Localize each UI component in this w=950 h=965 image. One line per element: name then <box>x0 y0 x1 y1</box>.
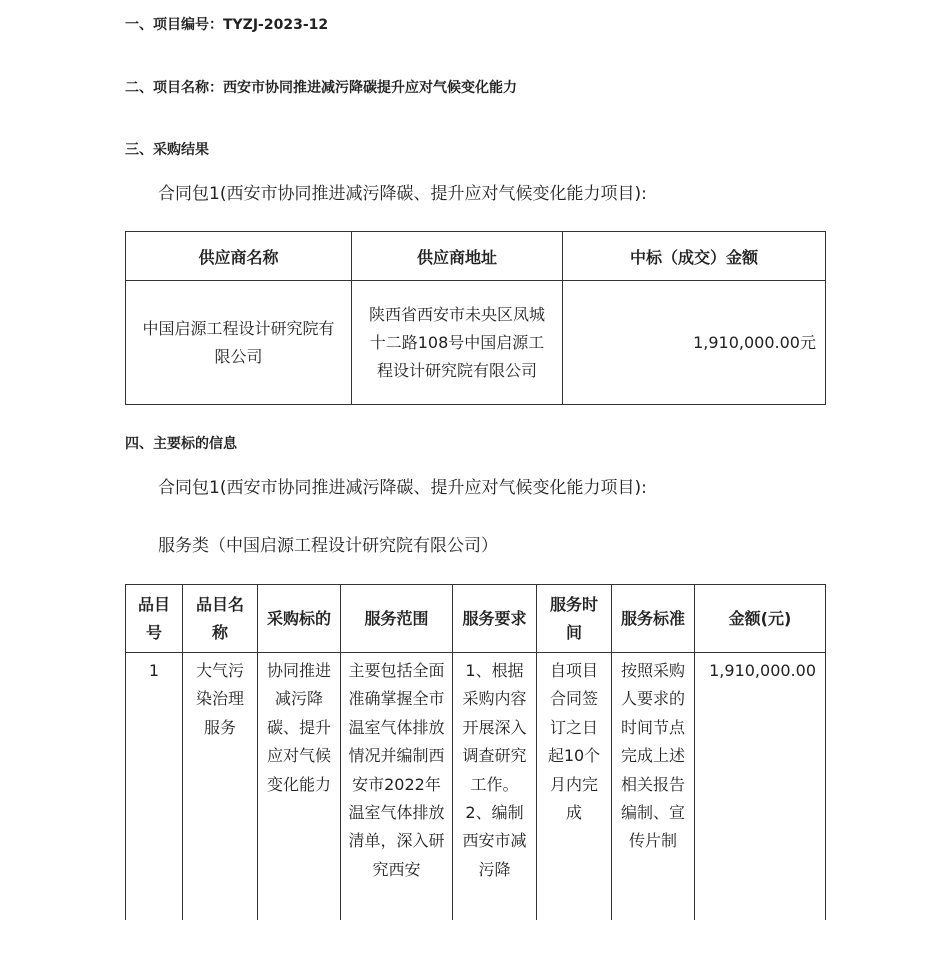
table-header-row <box>126 585 826 653</box>
project-number-heading: 一、项目编号：TYZJ-2023-12 <box>125 17 329 33</box>
header-winning-amount: 中标（成交）金额 <box>563 232 826 281</box>
header-amount: 金额(元) <box>695 585 826 653</box>
supplier-name-cell: 中国启源工程设计研究院有限公司 <box>126 281 352 405</box>
service-time-cell: 自项目合同签订之日起10个月内完成 <box>537 653 612 921</box>
service-requirements-cell: 1、根据采购内容开展深入调查研究工作。2、编制西安市减污降 <box>453 653 537 921</box>
contract-package-line-2: 合同包1(西安市协同推进减污降碳、提升应对气候变化能力项目): <box>158 478 647 498</box>
procurement-result-heading: 三、采购结果 <box>125 142 209 158</box>
item-no-cell: 1 <box>126 653 183 921</box>
header-supplier-address: 供应商地址 <box>352 232 563 281</box>
table-row <box>126 653 826 921</box>
header-item-no: 品目号 <box>126 585 183 653</box>
header-supplier-name: 供应商名称 <box>126 232 352 281</box>
project-name-heading: 二、项目名称：西安市协同推进减污降碳提升应对气候变化能力 <box>125 80 517 96</box>
contract-package-line: 合同包1(西安市协同推进减污降碳、提升应对气候变化能力项目): <box>158 184 647 204</box>
subject-info-table <box>125 584 826 920</box>
header-item-name: 品目名称 <box>183 585 258 653</box>
main-subject-heading: 四、主要标的信息 <box>125 436 237 452</box>
header-procurement-target: 采购标的 <box>258 585 341 653</box>
winning-amount-cell: 1,910,000.00元 <box>563 281 826 405</box>
service-standard-cell: 按照采购人要求的时间节点完成上述相关报告编制、宣传片制 <box>612 653 695 921</box>
service-category-line: 服务类（中国启源工程设计研究院有限公司） <box>158 536 498 556</box>
header-service-standard: 服务标准 <box>612 585 695 653</box>
header-service-scope: 服务范围 <box>341 585 453 653</box>
header-service-time: 服务时间 <box>537 585 612 653</box>
amount-cell: 1,910,000.00 <box>695 653 826 921</box>
supplier-address-cell: 陕西省西安市未央区凤城十二路108号中国启源工程设计研究院有限公司 <box>352 281 563 405</box>
procurement-target-cell: 协同推进减污降碳、提升应对气候变化能力 <box>258 653 341 921</box>
header-service-requirements: 服务要求 <box>453 585 537 653</box>
item-name-cell: 大气污染治理服务 <box>183 653 258 921</box>
service-scope-cell: 主要包括全面准确掌握全市温室气体排放情况并编制西安市2022年温室气体排放清单，深入研究西安 <box>341 653 453 921</box>
